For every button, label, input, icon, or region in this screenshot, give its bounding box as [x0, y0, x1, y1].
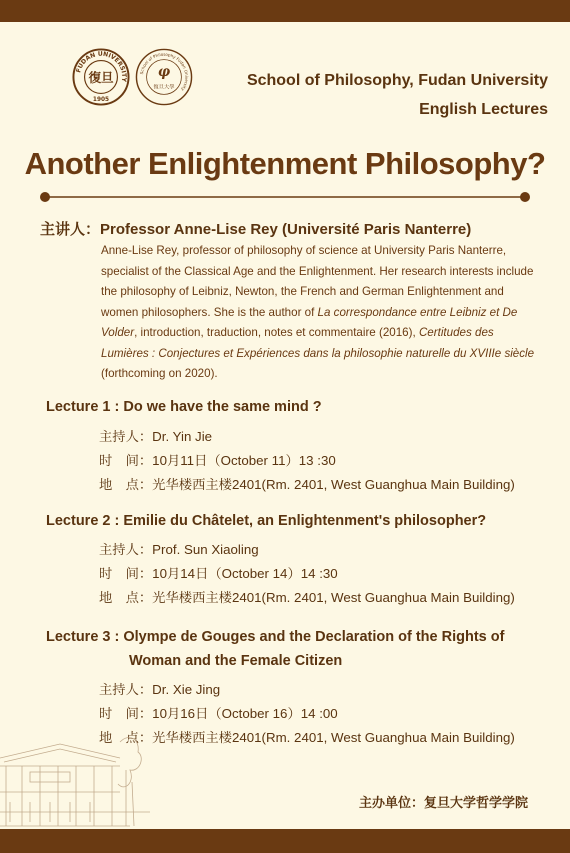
left-logo-ring-text: FUDAN UNIVERSITY — [75, 50, 128, 83]
org-line-lectures: English Lectures — [419, 101, 548, 118]
org-line-school: School of Philosophy, Fudan University — [246, 72, 548, 89]
title-divider — [40, 191, 530, 203]
bio-text-2: , introduction, traduction, notes et commentaire (2016), — [134, 326, 419, 339]
bio-book-2: Certitudes des Lumières : Conjectures et Expériences dans la philosophie naturelle du XVIIIe siècle — [101, 326, 535, 360]
lecture-1-time: 时 间：10月11日（October 11）13 :30 — [99, 453, 336, 468]
bottom-band — [0, 829, 570, 853]
lecture-3-place: 地 点：光华楼西主楼2401(Rm. 2401, West Guanghua Main Building) — [99, 730, 515, 745]
svg-text:φ: φ — [157, 64, 171, 81]
right-logo-ring-text: School of Philosophy Fudan University — [138, 51, 190, 92]
page-title: Another Enlightenment Philosophy? — [24, 146, 546, 181]
lecture-2-title: Lecture 2 : Emilie du Châtelet, an Enlightenment's philosopher? — [46, 513, 487, 529]
lecture-3-host: 主持人：Dr. Xie Jing — [99, 682, 221, 697]
right-logo-center-text: 復旦大學 — [153, 84, 175, 91]
lecture-1-place: 地 点：光华楼西主楼2401(Rm. 2401, West Guanghua Main Building) — [99, 477, 515, 492]
left-logo-center-text: 復旦 — [88, 69, 114, 85]
speaker-label: 主讲人： — [40, 221, 101, 238]
bio-book-1: La correspondance entre Leibniz et De Volder — [101, 305, 518, 339]
organization-heading — [247, 66, 548, 124]
top-band — [0, 0, 570, 22]
speaker-bio — [101, 241, 535, 385]
lecture-3-title: Lecture 3 : Olympe de Gouges and the Declaration of the Rights of — [46, 629, 505, 645]
lecture-1-host: 主持人：Dr. Yin Jie — [99, 429, 213, 444]
lecture-3-title-block — [46, 625, 504, 673]
lecture-2-host: 主持人：Prof. Sun Xiaoling — [99, 542, 259, 557]
left-logo-year: 1905 — [92, 97, 110, 104]
campus-gate-sketch — [0, 722, 150, 830]
lecture-2-place: 地 点：光华楼西主楼2401(Rm. 2401, West Guanghua Main Building) — [99, 590, 515, 605]
lecture-1-title: Lecture 1 : Do we have the same mind ? — [46, 399, 322, 415]
speaker-line — [40, 218, 471, 239]
speaker-name: Professor Anne-Lise Rey (Université Paris Nanterre) — [100, 221, 472, 238]
school-of-philosophy-logo — [135, 48, 193, 106]
host-unit: 主办单位：复旦大学哲学学院 — [358, 796, 528, 811]
fudan-university-logo — [72, 48, 130, 106]
bio-text-1: Anne-Lise Rey, professor of philosophy of science at University Paris Nanterre, specialist of the Classical Age and the Enlightenment. Her research interests include the philosophy of Leibniz, Newton, the French and German Enlightenment and women philosophers. She is the author of — [101, 244, 534, 319]
lecture-3-time: 时 间：10月16日（October 16）14 :00 — [99, 706, 338, 721]
lecture-2-time: 时 间：10月14日（October 14）14 :30 — [99, 566, 338, 581]
lecture-3-title-cont: Woman and the Female Citizen — [129, 653, 343, 669]
bio-text-3: (forthcoming on 2020). — [101, 367, 218, 380]
